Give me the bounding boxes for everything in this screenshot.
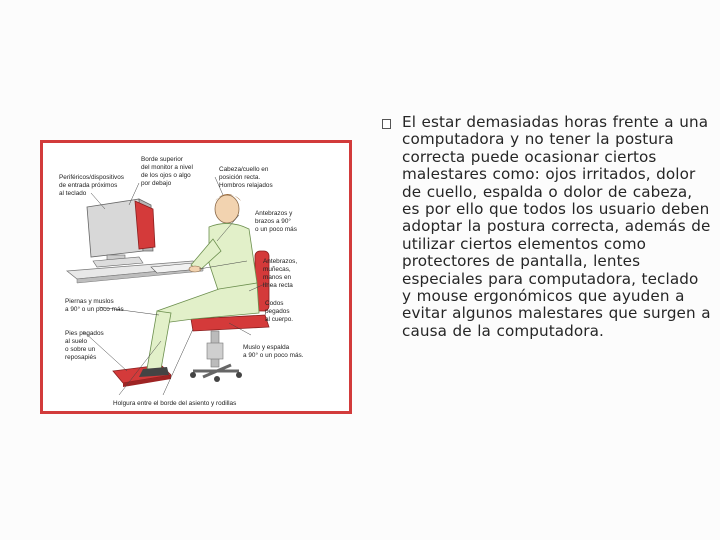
annotation-devices: Periféricos/dispositivos [59,174,124,181]
annotation-feet-4: reposapiés [65,354,97,361]
annotation-wrists-3: manos en [263,274,292,281]
annotation-head: Cabeza/cuello en [219,166,269,173]
seated-person [139,194,259,377]
annotation-devices-3: al teclado [59,190,87,197]
annotation-thigh: Muslo y espalda [243,344,290,351]
figure-annotations [59,156,304,407]
annotation-head-3: Hombros relajados [219,182,273,189]
annotation-feet-3: o sobre un [65,346,96,353]
annotation-feet-2: al suelo [65,338,88,345]
ergonomics-figure [40,140,352,414]
annotation-forearms-2: brazos a 90° [255,218,291,225]
annotation-thigh-2: a 90° o un poco más. [243,352,304,359]
annotation-wrists-2: muñecas, [263,266,291,273]
annotation-legs-2: a 90° o un poco más [65,306,124,313]
annotation-feet: Pies pegados [65,330,104,337]
annotation-monitor-top-4: por debajo [141,180,172,187]
body-text: El estar demasiadas horas frente a una computadora y no tener la postura correcta puede ocasionar ciertos malestares como: ojos irritados, dolor de cuello, espalda o dolor de cabeza, es por ello que todos los usuario deben adoptar la postura correcta, además de utilizar ciertos elementos como protectores de pantalla, lentes especiales para computadora, teclado y mouse ergonómicos que ayuden a evitar algunos malestares que surgen a causa de la computadora. [402,113,711,340]
annotation-monitor-top-2: del monitor a nivel [141,164,193,171]
square-bullet-icon [382,119,391,129]
annotation-monitor-top-3: de los ojos o algo [141,172,191,179]
annotation-legs: Piernas y muslos [65,298,114,305]
annotation-wrists: Antebrazos, [263,258,298,265]
annotation-clearance: Holgura entre el borde del asiento y rodillas [113,400,237,407]
annotation-elbows-2: pegados [265,308,290,315]
annotation-elbows: Codos [265,300,284,307]
annotation-devices-2: de entrada próximos [59,182,118,189]
annotation-forearms-3: o un poco más [255,226,297,233]
annotation-monitor-top: Borde superior [141,156,183,163]
annotation-wrists-4: línea recta [263,282,293,289]
annotation-head-2: posición recta. [219,174,261,181]
monitor [87,199,155,267]
annotation-forearms: Antebrazos y [255,210,293,217]
ergonomic-posture-illustration [43,143,349,411]
annotation-elbows-3: al cuerpo. [265,316,294,323]
